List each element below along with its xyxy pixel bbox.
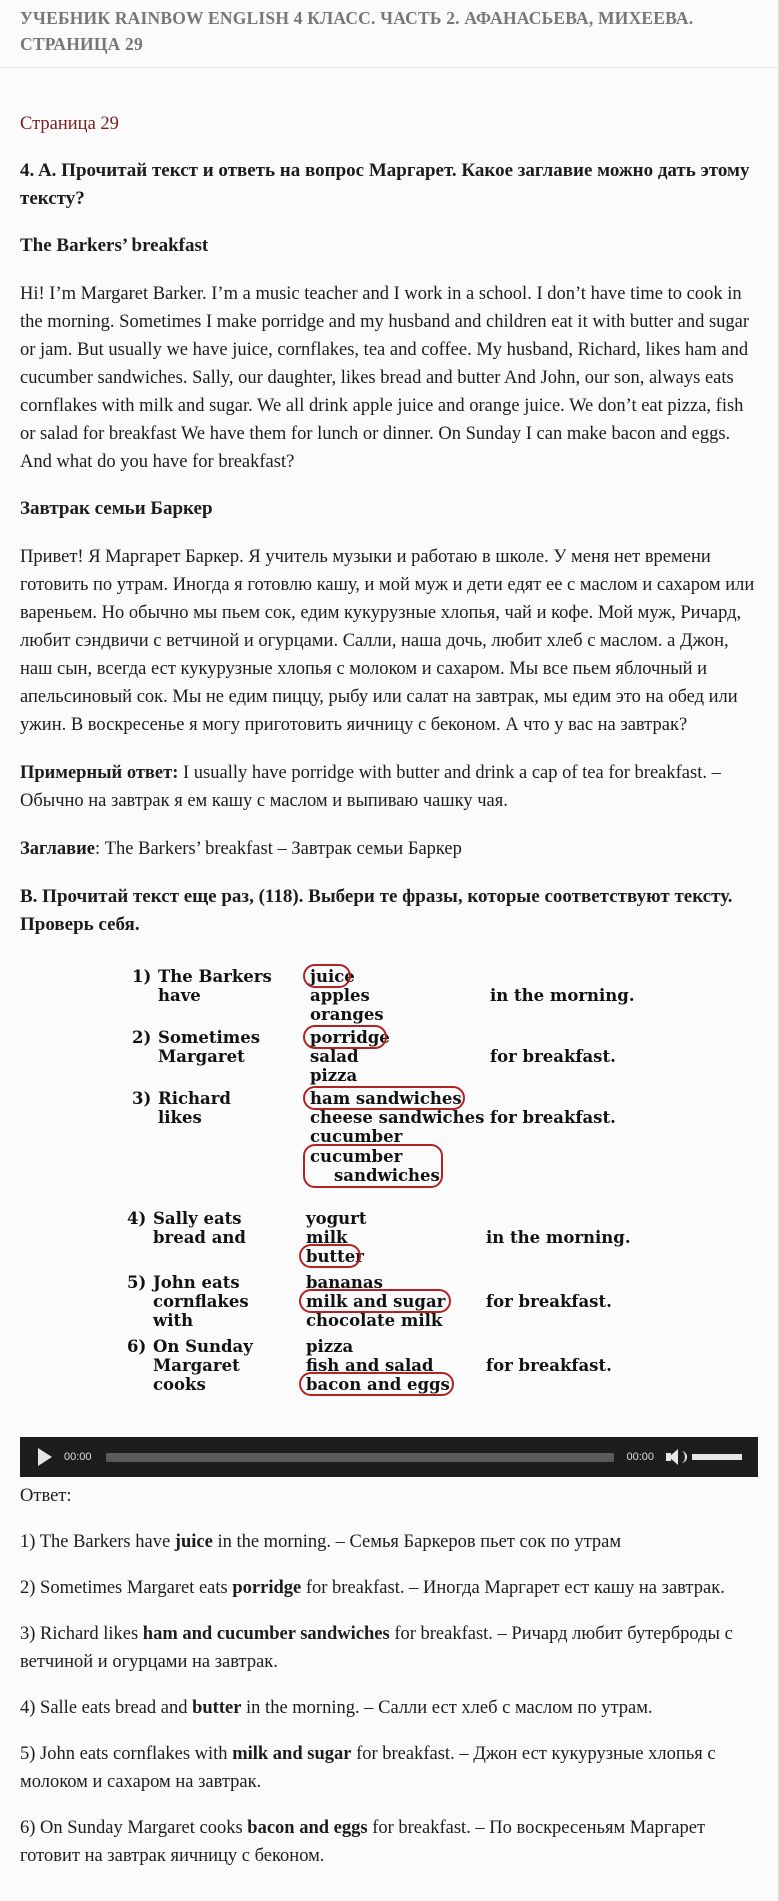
exercise-option: oranges bbox=[310, 1005, 384, 1024]
answer-text: for breakfast. – Ричард любит бутерброды с ветчиной и огурцами на завтрак. bbox=[20, 1624, 733, 1672]
exercise-ending: in the morning. bbox=[486, 1228, 631, 1247]
exercise-subject: The Barkers bbox=[158, 967, 272, 986]
play-icon[interactable] bbox=[38, 1448, 52, 1466]
page-header bbox=[0, 0, 778, 68]
exercise-subject: John eats bbox=[153, 1273, 240, 1292]
exercise-subject: cooks bbox=[153, 1375, 206, 1394]
answer-circle bbox=[303, 964, 351, 988]
answer-line bbox=[20, 1694, 758, 1722]
exercise-subject: On Sunday bbox=[153, 1337, 253, 1356]
exercise-subject: Margaret bbox=[153, 1356, 240, 1375]
exercise-subject: with bbox=[153, 1311, 194, 1330]
answer-text: 3) Richard likes bbox=[20, 1624, 143, 1644]
answer-keyword: juice bbox=[174, 1532, 213, 1552]
title-answer bbox=[20, 835, 758, 863]
answer-circle bbox=[303, 1144, 443, 1188]
answer-text: 2) Sometimes Margaret eats bbox=[20, 1578, 233, 1598]
audio-player bbox=[20, 1437, 758, 1477]
answer-circle bbox=[299, 1372, 454, 1396]
answer-text: 6) On Sunday Margaret cooks bbox=[20, 1818, 248, 1838]
exercise-number: 5) bbox=[127, 1273, 147, 1292]
answer-line bbox=[20, 1528, 758, 1556]
exercise-option: milk bbox=[306, 1228, 348, 1247]
exercise-option: cucumber bbox=[310, 1147, 403, 1166]
exercise-option: milk and sugar bbox=[306, 1292, 446, 1311]
volume-slider[interactable] bbox=[692, 1454, 742, 1460]
answer-text: in the morning. – Салли ест хлеб с маслом по утрам. bbox=[241, 1698, 653, 1718]
exercise-ending: for breakfast. bbox=[490, 1047, 616, 1066]
article-content bbox=[0, 111, 778, 1870]
answer-text: for breakfast. – По воскресеньям Маргарет готовит на завтрак яичницу с беконом. bbox=[20, 1818, 706, 1866]
exercise-option: cheese sandwiches bbox=[310, 1108, 485, 1127]
answer-text: in the morning. – Семья Баркеров пьет сок по утрам bbox=[212, 1532, 622, 1552]
exercise-option: bananas bbox=[306, 1273, 383, 1292]
exercise-subject: Margaret bbox=[158, 1047, 245, 1066]
answer-text: 5) John eats cornflakes with bbox=[20, 1744, 233, 1764]
exercise-number: 4) bbox=[127, 1209, 147, 1228]
answer-label: Ответ: bbox=[20, 1486, 72, 1506]
task-a-heading: 4. A. Прочитай текст и ответь на вопрос Маргарет. Какое заглавие можно дать этому тексту? bbox=[20, 160, 750, 209]
exercise-ending: for breakfast. bbox=[486, 1356, 612, 1375]
page-label: Страница 29 bbox=[20, 114, 119, 134]
sample-answer-label: Примерный ответ: bbox=[20, 763, 179, 783]
answer-text: for breakfast. – Иногда Маргарет ест кашу на завтрак. bbox=[301, 1578, 725, 1598]
answer-text: 4) Salle eats bread and bbox=[20, 1698, 193, 1718]
task-b-heading: B. Прочитай текст еще раз, (118). Выбери те фразы, которые соответствуют тексту. Проверь себя. bbox=[20, 886, 733, 935]
exercise-option: chocolate milk bbox=[306, 1311, 443, 1330]
exercise-ending: in the morning. bbox=[490, 986, 635, 1005]
answer-line bbox=[20, 1620, 758, 1676]
answer-keyword: milk and sugar bbox=[232, 1744, 352, 1764]
exercise-number: 3) bbox=[132, 1089, 152, 1108]
exercise-number: 1) bbox=[132, 967, 152, 986]
answer-keyword: porridge bbox=[232, 1578, 302, 1598]
volume-icon[interactable] bbox=[666, 1448, 684, 1466]
volume-waves-icon bbox=[679, 1451, 687, 1463]
exercise-option: bacon and eggs bbox=[306, 1375, 450, 1394]
russian-text: Привет! Я Маргарет Баркер. Я учитель музыки и работаю в школе. У меня нет времени готовить по утрам. Иногда я готовлю кашу, и мой муж и дети едят ее с маслом и сахаром или вареньем. Но обычно мы пьем сок, едим кукурузные хлопья, чай и кофе. Мой муж, Ричард, любит сэндвичи с ветчиной и огурцами. Салли, наша дочь, любит хлеб с маслом. а Джон, наш сын, всегда ест кукурузные хлопья с молоком и сахаром. Мы все пьем яблочный и апельсиновый сок. Мы не едим пиццу, рыбу или салат на завтрак, мы едим это на обед или ужин. В воскресенье я могу приготовить яичницу с беконом. А что у вас на завтрак? bbox=[20, 547, 755, 735]
answer-text: for breakfast. – Джон ест кукурузные хлопья с молоком и сахаром на завтрак. bbox=[20, 1744, 716, 1792]
answer-line bbox=[20, 1574, 758, 1602]
exercise-ending: for breakfast. bbox=[490, 1108, 616, 1127]
exercise-option: butter bbox=[306, 1247, 364, 1266]
sample-answer-text: I usually have porridge with butter and drink a cap of tea for breakfast. – Обычно на завтрак я ем кашу с маслом и выпиваю чашку чая. bbox=[20, 763, 721, 811]
sample-answer bbox=[20, 759, 758, 815]
russian-title: Завтрак семьи Баркер bbox=[20, 498, 213, 519]
exercise-option: cucumber bbox=[310, 1127, 403, 1146]
exercise-option: sandwiches bbox=[334, 1166, 440, 1185]
title-answer-text: : The Barkers’ breakfast – Завтрак семьи Баркер bbox=[94, 839, 462, 859]
exercise-option: pizza bbox=[310, 1066, 358, 1085]
title-answer-label: Заглавие bbox=[20, 839, 95, 859]
exercise-option: apples bbox=[310, 986, 370, 1005]
exercise-number: 6) bbox=[127, 1337, 147, 1356]
exercise-option: ham sandwiches bbox=[310, 1089, 462, 1108]
answer-circle bbox=[303, 1025, 387, 1049]
exercise-figure bbox=[20, 957, 758, 1417]
exercise-subject: Sally eats bbox=[153, 1209, 242, 1228]
exercise-option: juice bbox=[310, 967, 355, 986]
exercise-subject: Richard bbox=[158, 1089, 231, 1108]
exercise-subject: have bbox=[158, 986, 201, 1005]
answer-keyword: bacon and eggs bbox=[247, 1818, 368, 1838]
answer-line bbox=[20, 1740, 758, 1796]
exercise-subject: likes bbox=[158, 1108, 202, 1127]
answer-keyword: butter bbox=[192, 1698, 242, 1718]
exercise-ending: for breakfast. bbox=[486, 1292, 612, 1311]
exercise-option: salad bbox=[310, 1047, 359, 1066]
exercise-option: porridge bbox=[310, 1028, 390, 1047]
exercise-option: fish and salad bbox=[306, 1356, 434, 1375]
page-heading: УЧЕБНИК RAINBOW ENGLISH 4 КЛАСС. ЧАСТЬ 2. АФАНАСЬЕВА, МИХЕЕВА. СТРАНИЦА 29 bbox=[20, 8, 694, 54]
exercise-option: yogurt bbox=[306, 1209, 367, 1228]
exercise-number: 2) bbox=[132, 1028, 152, 1047]
duration: 00:00 bbox=[626, 1451, 654, 1463]
answer-keyword: ham and cucumber sandwiches bbox=[142, 1624, 390, 1644]
exercise-subject: Sometimes bbox=[158, 1028, 261, 1047]
answer-circle bbox=[303, 1086, 465, 1110]
english-text: Hi! I’m Margaret Barker. I’m a music teacher and I work in a school. I don’t have time to cook in the morning. Sometimes I make porridge and my husband and children eat it with butter and sugar or jam. But usually we have juice, cornflakes, tea and coffee. My husband, Richard, likes ham and cucumber sandwiches. Sally, our daughter, likes bread and butter And John, our son, always eats cornflakes with milk and sugar. We all drink apple juice and orange juice. We don’t eat pizza, fish or salad for breakfast We have them for lunch or dinner. On Sunday I can make bacon and eggs. And what do you have for breakfast? bbox=[20, 284, 750, 472]
exercise-option: pizza bbox=[306, 1337, 354, 1356]
answer-circle bbox=[299, 1244, 361, 1268]
answer-text: 1) The Barkers have bbox=[20, 1532, 175, 1552]
exercise-subject: cornflakes bbox=[153, 1292, 249, 1311]
answer-circle bbox=[299, 1289, 451, 1313]
english-title: The Barkers’ breakfast bbox=[20, 235, 209, 256]
audio-progress-bar[interactable] bbox=[106, 1453, 615, 1462]
current-time: 00:00 bbox=[64, 1451, 92, 1463]
exercise-subject: bread and bbox=[153, 1228, 246, 1247]
answer-line bbox=[20, 1814, 758, 1870]
